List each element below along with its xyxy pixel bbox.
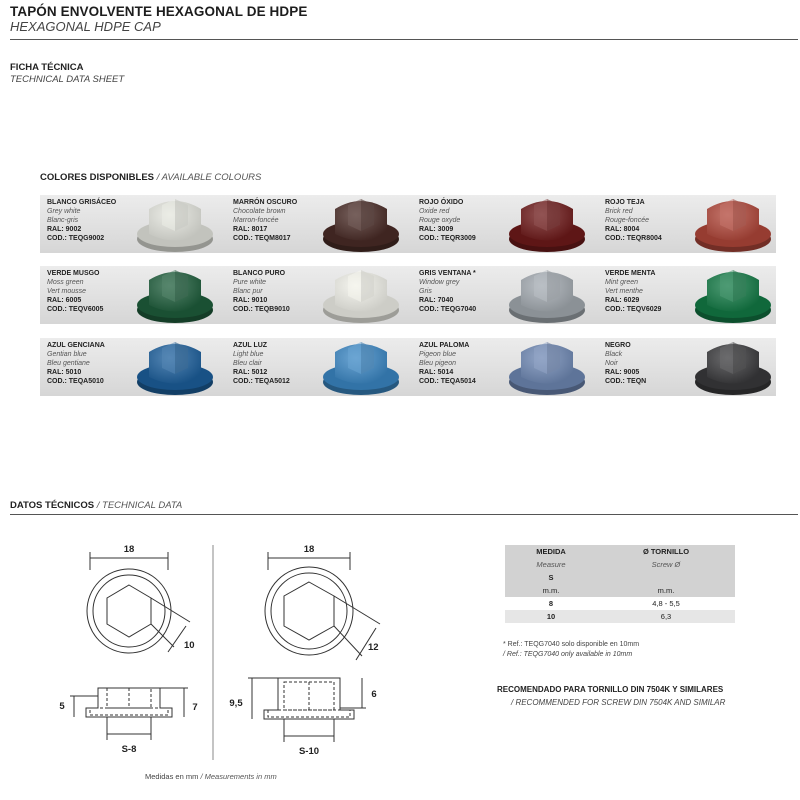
- color-cell: [412, 266, 596, 324]
- color-ral: RAL: 8017: [233, 226, 268, 233]
- color-info: [605, 269, 661, 314]
- cap-swatch: [506, 189, 588, 255]
- color-ral: RAL: 9002: [47, 226, 82, 233]
- table-header-screw: Ø TORNILLO: [597, 545, 735, 558]
- color-name-en: Window grey: [419, 279, 460, 286]
- page-subtitle: HEXAGONAL HDPE CAP: [10, 19, 161, 34]
- dim-height-right-r: 6: [371, 689, 377, 700]
- cap-inner-circle-r: [271, 573, 347, 649]
- color-code: COD.: TEQR3009: [419, 235, 476, 242]
- color-code: COD.: TEQM8017: [233, 235, 291, 242]
- color-cell: [40, 266, 224, 324]
- color-ral: RAL: 6029: [605, 297, 640, 304]
- dim-size-r: S-10: [298, 746, 320, 757]
- table-row: [505, 597, 735, 610]
- dim-diameter-left: 18: [123, 544, 135, 555]
- color-code: COD.: TEQA5012: [233, 378, 290, 385]
- color-name: ROJO TEJA: [605, 199, 645, 206]
- color-code: COD.: TEQB9010: [233, 306, 290, 313]
- color-ral: RAL: 5012: [233, 369, 268, 376]
- flange-side-dashed: [90, 708, 168, 715]
- color-info: [233, 341, 290, 386]
- color-cell: [226, 195, 410, 253]
- color-code: COD.: TEQV6029: [605, 306, 662, 313]
- color-info: [419, 198, 476, 243]
- color-code: COD.: TEQG7040: [419, 306, 477, 313]
- table-sub-s: S: [505, 571, 597, 584]
- color-name-fr: Vert menthe: [605, 288, 643, 295]
- color-code: COD.: TEQN: [605, 378, 647, 385]
- color-name-en: Light blue: [233, 351, 264, 358]
- dim-ext-line: [334, 596, 380, 624]
- table-unit-measure: m.m.: [505, 584, 597, 597]
- note-es: * Ref.: TEQG7040 solo disponible en 10mm: [503, 641, 640, 648]
- table-header-measure: MEDIDA: [505, 545, 597, 558]
- color-info: [47, 269, 103, 314]
- technical-drawings: [50, 530, 450, 790]
- availability-note: [503, 640, 639, 660]
- color-name-en: Moss green: [47, 279, 84, 286]
- dim-ext-line: [151, 624, 174, 647]
- color-info: [47, 198, 116, 243]
- color-row: [40, 266, 776, 324]
- table-sub-empty: [597, 571, 735, 584]
- table-cell-screw: 4,8 - 5,5: [597, 597, 735, 610]
- table-sub-screw: Screw Ø: [597, 558, 735, 571]
- ficha-title: FICHA TÉCNICA: [10, 62, 84, 73]
- cap-swatch: [134, 189, 216, 255]
- color-name-en: Pigeon blue: [419, 351, 456, 358]
- color-ral: RAL: 9010: [233, 297, 268, 304]
- color-code: COD.: TEQV6005: [47, 306, 104, 313]
- color-name-en: Oxide red: [419, 208, 450, 215]
- colors-heading-es: COLORES DISPONIBLES: [40, 172, 155, 183]
- cap-inner-circle: [93, 575, 165, 647]
- ficha-title-en: TECHNICAL DATA SHEET: [10, 74, 125, 85]
- table-cell-s: 8: [505, 597, 597, 610]
- dim-height-right: 7: [192, 702, 198, 713]
- hex-outline: [107, 585, 151, 637]
- color-name-fr: Noir: [605, 360, 618, 367]
- cap-swatch: [506, 260, 588, 326]
- color-name: AZUL GENCIANA: [47, 342, 105, 349]
- dim-diameter-r: 18: [303, 544, 315, 555]
- color-row: [40, 338, 776, 396]
- color-name-fr: Blanc-gris: [47, 217, 79, 224]
- color-name: NEGRO: [605, 342, 631, 349]
- table-unit-screw: m.m.: [597, 584, 735, 597]
- hex-outline-r: [284, 582, 334, 640]
- color-ral: RAL: 5014: [419, 369, 454, 376]
- page-title: TAPÓN ENVOLVENTE HEXAGONAL DE HDPE: [10, 4, 308, 19]
- title-divider: [10, 39, 798, 40]
- color-cell: [598, 338, 782, 396]
- color-name-fr: Rouge oxyde: [419, 217, 461, 224]
- table-cell-screw: 6,3: [597, 610, 735, 623]
- color-cell: [412, 338, 596, 396]
- color-info: [605, 341, 646, 386]
- color-name-fr: Marron-foncée: [233, 217, 279, 224]
- cap-side-outline: [86, 688, 172, 717]
- cap-swatch: [506, 332, 588, 398]
- color-code: COD.: TEQA5014: [419, 378, 476, 385]
- color-row: [40, 195, 776, 253]
- color-name-fr: Vert mousse: [47, 288, 87, 295]
- cap-outer-circle-r: [265, 567, 353, 655]
- recommend-es: RECOMENDADO PARA TORNILLO DIN 7504K Y SIMILARES: [497, 685, 724, 694]
- table-sub-measure: Measure: [505, 558, 597, 571]
- dim-flat-left: 10: [184, 640, 195, 651]
- color-cell: [412, 195, 596, 253]
- table-cell-s: 10: [505, 610, 597, 623]
- color-name-fr: Bleu pigeon: [419, 360, 456, 367]
- color-info: [419, 269, 476, 314]
- color-name: AZUL LUZ: [233, 342, 268, 349]
- color-name: VERDE MUSGO: [47, 270, 100, 277]
- colors-heading-en: / AVAILABLE COLOURS: [156, 172, 262, 183]
- color-ral: RAL: 8004: [605, 226, 640, 233]
- color-name-en: Grey white: [47, 208, 81, 215]
- color-code: COD.: TEQA5010: [47, 378, 104, 385]
- cap-swatch: [692, 332, 774, 398]
- tech-heading-en: / TECHNICAL DATA: [96, 500, 183, 511]
- color-name: AZUL PALOMA: [419, 342, 470, 349]
- color-cell: [226, 266, 410, 324]
- dim-height-left: 5: [59, 701, 65, 712]
- note-en: / Ref.: TEQG7040 only available in 10mm: [503, 651, 633, 658]
- cap-swatch: [320, 189, 402, 255]
- cap-swatch: [692, 189, 774, 255]
- color-cell: [598, 195, 782, 253]
- color-name-en: Chocolate brown: [233, 208, 286, 215]
- color-code: COD.: TEQG9002: [47, 235, 105, 242]
- measure-table: [505, 545, 735, 623]
- tech-divider: [10, 514, 798, 515]
- color-info: [233, 198, 297, 243]
- color-info: [605, 198, 662, 243]
- color-name: GRIS VENTANA *: [419, 270, 476, 277]
- color-info: [47, 341, 105, 386]
- colors-heading: [40, 172, 261, 183]
- color-name-fr: Gris: [419, 288, 432, 295]
- color-name: MARRÓN OSCURO: [233, 199, 298, 206]
- cap-swatch: [134, 260, 216, 326]
- color-name: BLANCO PURO: [233, 270, 286, 277]
- cap-swatch: [320, 332, 402, 398]
- cap-outer-circle: [87, 569, 171, 653]
- color-name-fr: Bleu clair: [233, 360, 262, 367]
- recommend-en: / RECOMMENDED FOR SCREW DIN 7504K AND SIMILAR: [511, 698, 726, 707]
- cap-swatch: [692, 260, 774, 326]
- color-info: [419, 341, 476, 386]
- tech-heading: [10, 500, 182, 511]
- flange-side-dashed-r: [268, 710, 350, 717]
- color-cell: [226, 338, 410, 396]
- color-ral: RAL: 7040: [419, 297, 454, 304]
- color-name-en: Gentian blue: [47, 351, 87, 358]
- color-cell: [40, 338, 224, 396]
- measurements-es: Medidas en mm: [145, 772, 199, 781]
- color-ral: RAL: 9005: [605, 369, 640, 376]
- color-cell: [598, 266, 782, 324]
- cap-swatch: [320, 260, 402, 326]
- dim-height-left-r: 9,5: [229, 698, 243, 709]
- color-cell: [40, 195, 224, 253]
- color-name-fr: Bleu gentiane: [47, 360, 90, 367]
- color-name-en: Black: [605, 351, 623, 358]
- color-name-en: Pure white: [233, 279, 267, 286]
- color-name: VERDE MENTA: [605, 270, 656, 277]
- measurements-note: [145, 772, 277, 781]
- table-row: [505, 610, 735, 623]
- color-ral: RAL: 5010: [47, 369, 82, 376]
- dim-flat-r: 12: [368, 642, 379, 653]
- dim-size-left: S-8: [121, 744, 137, 755]
- color-code: COD.: TEQR8004: [605, 235, 662, 242]
- color-name-fr: Blanc pur: [233, 288, 263, 295]
- color-name-en: Brick red: [605, 208, 633, 215]
- color-info: [233, 269, 290, 314]
- color-name-en: Mint green: [605, 279, 639, 286]
- cap-swatch: [134, 332, 216, 398]
- tech-heading-es: DATOS TÉCNICOS: [10, 500, 95, 511]
- color-name-fr: Rouge-foncée: [605, 217, 649, 224]
- color-name: ROJO ÓXIDO: [419, 199, 464, 206]
- measurements-en: / Measurements in mm: [200, 772, 277, 781]
- hex-side-dashed-r: [284, 682, 334, 710]
- color-ral: RAL: 6005: [47, 297, 82, 304]
- color-name: BLANCO GRISÁCEO: [47, 199, 117, 206]
- color-ral: RAL: 3009: [419, 226, 454, 233]
